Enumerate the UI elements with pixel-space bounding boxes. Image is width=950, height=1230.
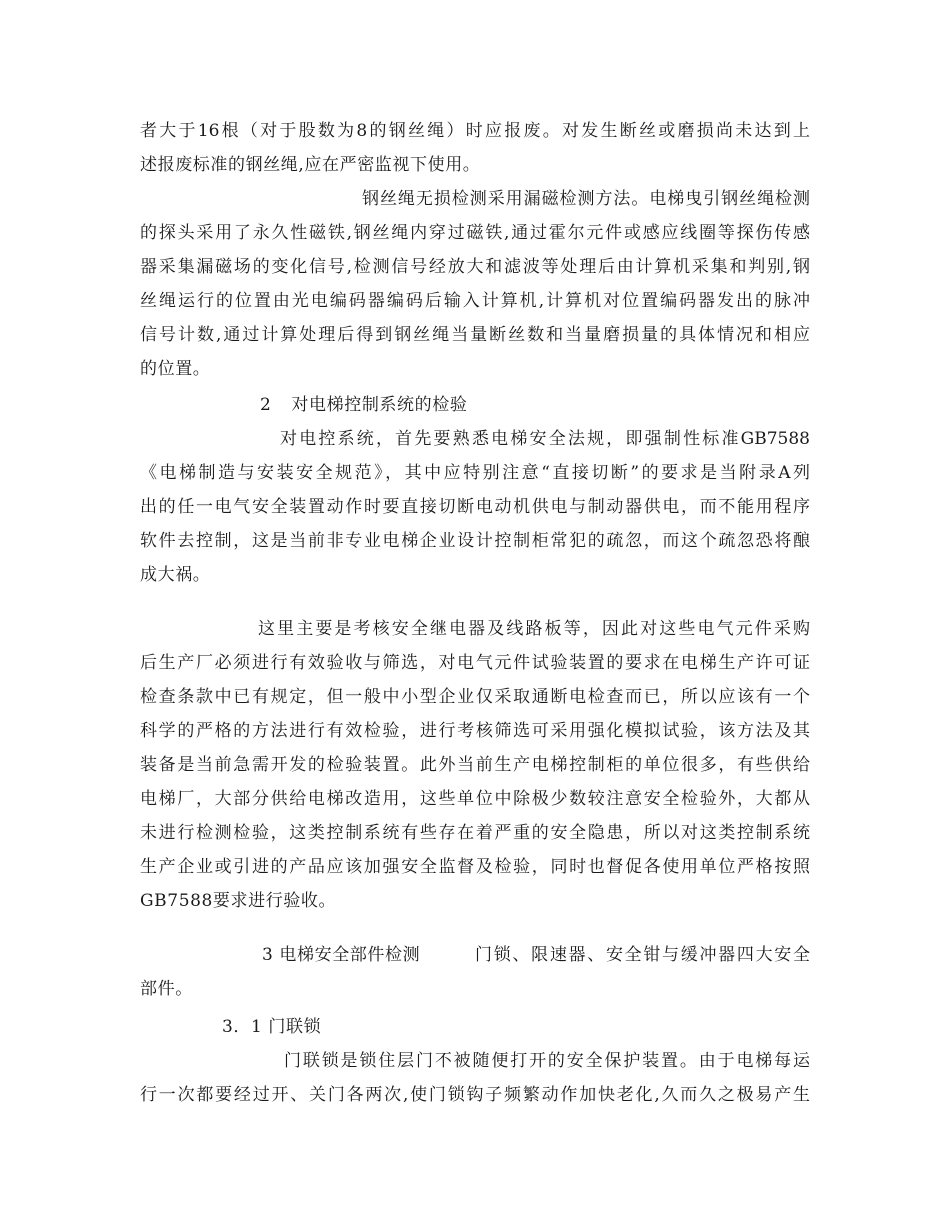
section-heading: 2 对电梯控制系统的检验 <box>260 395 468 415</box>
paragraph-line: 软件去控制，这是当前非专业电梯企业设计控制柜常犯的疏忽，而这个疏忽恐将酿 <box>140 531 810 551</box>
paragraph-line: 门联锁是锁住层门不被随便打开的安全保护装置。由于电梯每运 <box>284 1051 810 1071</box>
paragraph-line: 对电控系统，首先要熟悉电梯安全法规，即强制性标准GB7588 <box>280 429 810 449</box>
paragraph-line: 这里主要是考核安全继电器及线路板等，因此对这些电气元件采购 <box>258 619 810 639</box>
paragraph-line: 科学的严格的方法进行有效检验，进行考核筛选可采用强化模拟试验，该方法及其 <box>140 721 810 741</box>
paragraph-line: 门锁、限速器、安全钳与缓冲器四大安全 <box>475 945 810 965</box>
paragraph-line: 成大祸。 <box>140 565 211 585</box>
paragraph-line: 述报废标准的钢丝绳,应在严密监视下使用。 <box>140 155 481 175</box>
paragraph-line: 行一次都要经过开、关门各两次,使门锁钩子频繁动作加快老化,久而久之极易产生 <box>140 1085 810 1105</box>
paragraph-line: 生产企业或引进的产品应该加强安全监督及检验，同时也督促各使用单位严格按照 <box>140 857 810 877</box>
section-heading: 3 电梯安全部件检测 <box>262 945 421 965</box>
paragraph-line: 钢丝绳无损检测采用漏磁检测方法。电梯曳引钢丝绳检测 <box>362 189 810 209</box>
paragraph-line: 器采集漏磁场的变化信号,检测信号经放大和滤波等处理后由计算机采集和判别,钢 <box>140 257 810 277</box>
paragraph-line: 的位置。 <box>140 359 211 379</box>
paragraph-line: 未进行检测检验，这类控制系统有些存在着严重的安全隐患，所以对这类控制系统 <box>140 823 810 843</box>
paragraph-line: 检查条款中已有规定，但一般中小型企业仅采取通断电检查而已，所以应该有一个 <box>140 687 810 707</box>
paragraph-line: GB7588要求进行验收。 <box>140 891 337 911</box>
paragraph-line: 装备是当前急需开发的检验装置。此外当前生产电梯控制柜的单位很多，有些供给 <box>140 755 810 775</box>
paragraph-line: 的探头采用了永久性磁铁,钢丝绳内穿过磁铁,通过霍尔元件或感应线圈等探伤传感 <box>140 223 810 243</box>
paragraph-line: 部件。 <box>140 979 193 999</box>
paragraph-line: 者大于16根（对于股数为8的钢丝绳）时应报废。对发生断丝或磨损尚未达到上 <box>140 121 810 141</box>
paragraph-line: 《电梯制造与安装安全规范》，其中应特别注意“直接切断”的要求是当附录A列 <box>140 463 810 483</box>
paragraph-line: 出的任一电气安全装置动作时要直接切断电动机供电与制动器供电，而不能用程序 <box>140 497 810 517</box>
paragraph-line: 后生产厂必须进行有效验收与筛选，对电气元件试验装置的要求在电梯生产许可证 <box>140 653 810 673</box>
subsection-heading: 3．1 门联锁 <box>222 1017 322 1037</box>
paragraph-line: 丝绳运行的位置由光电编码器编码后输入计算机,计算机对位置编码器发出的脉冲 <box>140 291 810 311</box>
paragraph-line: 电梯厂，大部分供给电梯改造用，这些单位中除极少数较注意安全检验外，大都从 <box>140 789 810 809</box>
paragraph-line: 信号计数,通过计算处理后得到钢丝绳当量断丝数和当量磨损量的具体情况和相应 <box>140 325 810 345</box>
